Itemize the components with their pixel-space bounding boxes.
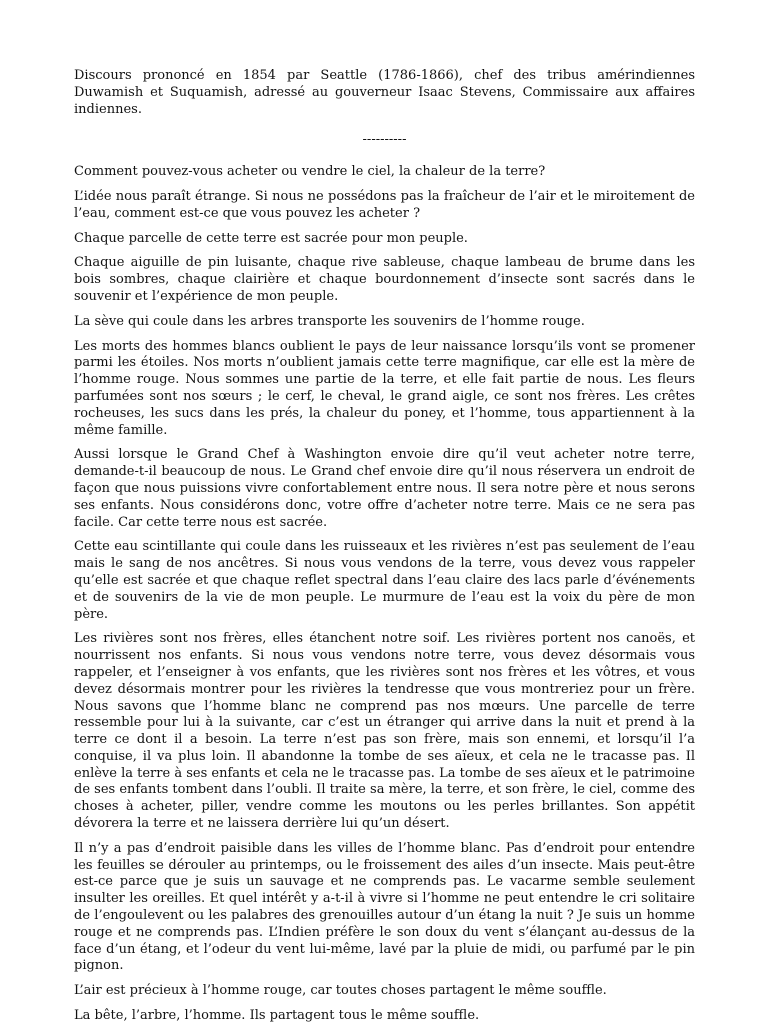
- paragraph: Aussi lorsque le Grand Chef à Washington envoie dire qu’il veut acheter notre terre, demande-t-il beaucoup de nous. Le Grand chef envoie dire qu’il nous réservera un endroit de façon que nous puissions vivre confortablement entre nous. Il sera notre père et nous serons ses enfants. Nous considérons donc, votre offre d’acheter notre terre. Mais ce ne sera pas facile. Car cette terre nous est sacrée.: [74, 447, 695, 530]
- paragraph: Les rivières sont nos frères, elles étanchent notre soif. Les rivières portent nos canoës, et nourrissent nos enfants. Si nous vous vendons notre terre, vous devez désormais vous rappeler, et l’enseigner à vos enfants, que les rivières sont nos frères et les vôtres, et vous devez désormais montrer pour les rivières la tendresse que vous montreriez pour un frère. Nous savons que l’homme blanc ne comprend pas nos mœurs. Une parcelle de terre ressemble pour lui à la suivante, car c’est un étranger qui arrive dans la nuit et prend à la terre ce dont il a besoin. La terre n’est pas son frère, mais son ennemi, et lorsqu’il l’a conquise, il va plus loin. Il abandonne la tombe de ses aïeux, et cela ne le tracasse pas. Il enlève la terre à ses enfants et cela ne le tracasse pas. La tombe de ses aïeux et le patrimoine de ses enfants tombent dans l’oubli. Il traite sa mère, la terre, et son frère, le ciel, comme des choses à acheter, piller, vendre comme les moutons ou les perles brillantes. Son appétit dévorera la terre et ne laissera derrière lui qu’un désert.: [74, 631, 695, 832]
- paragraph: Chaque aiguille de pin luisante, chaque rive sableuse, chaque lambeau de brume dans les bois sombres, chaque clairière et chaque bourdonnement d’insecte sont sacrés dans le souvenir et l’expérience de mon peuple.: [74, 255, 695, 304]
- paragraph: Comment pouvez-vous acheter ou vendre le ciel, la chaleur de la terre?: [74, 164, 546, 180]
- paragraph: L’idée nous paraît étrange. Si nous ne possédons pas la fraîcheur de l’air et le miroitement de l’eau, comment est-ce que vous pouvez les acheter ?: [74, 188, 695, 221]
- paragraph: Les morts des hommes blancs oublient le pays de leur naissance lorsqu’ils vont se promener parmi les étoiles. Nos morts n’oublient jamais cette terre magnifique, car elle est la mère de l’homme rouge. Nous sommes une partie de la terre, et elle fait partie de nous. Les fleurs parfumées sont nos sœurs ; le cerf, le cheval, le grand aigle, ce sont nos frères. Les crêtes rocheuses, les sucs dans les prés, la chaleur du poney, et l’homme, tous appartiennent à la même famille.: [74, 338, 695, 438]
- separator: ----------: [362, 132, 407, 148]
- intro-paragraph: Discours prononcé en 1854 par Seattle (1786-1866), chef des tribus amérindiennes Duwamish et Suquamish, adressé au gouverneur Isaac Stevens, Commissaire aux affaires indiennes.: [74, 68, 695, 117]
- paragraph: Chaque parcelle de cette terre est sacrée pour mon peuple.: [74, 230, 468, 246]
- paragraph: Cette eau scintillante qui coule dans les ruisseaux et les rivières n’est pas seulement de l’eau mais le sang de nos ancêtres. Si nous vous vendons de la terre, vous devez vous rappeler qu’elle est sacrée et que chaque reflet spectral dans l’eau claire des lacs parle d’événements et de souvenirs de la vie de mon peuple. Le murmure de l’eau est la voix du père de mon père.: [74, 539, 695, 622]
- paragraph: La bête, l’arbre, l’homme. Ils partagent tous le même souffle.: [74, 1008, 480, 1024]
- paragraph: L’air est précieux à l’homme rouge, car toutes choses partagent le même souffle.: [74, 983, 607, 999]
- paragraph: La sève qui coule dans les arbres transporte les souvenirs de l’homme rouge.: [74, 313, 585, 329]
- paragraph: Il n’y a pas d’endroit paisible dans les villes de l’homme blanc. Pas d’endroit pour entendre les feuilles se dérouler au printemps, ou le froissement des ailes d’un insecte. Mais peut-être est-ce parce que je suis un sauvage et ne comprends pas. Le vacarme semble seulement insulter les oreilles. Et quel intérêt y a-t-il à vivre si l’homme ne peut entendre le cri solitaire de l’engoulevent ou les palabres des grenouilles autour d’un étang la nuit ? Je suis un homme rouge et ne comprends pas. L’Indien préfère le son doux du vent s’élançant au-dessus de la face d’un étang, et l’odeur du vent lui-même, lavé par la pluie de midi, ou parfumé par le pin pignon.: [74, 840, 695, 974]
- document-page: [74, 68, 695, 1033]
